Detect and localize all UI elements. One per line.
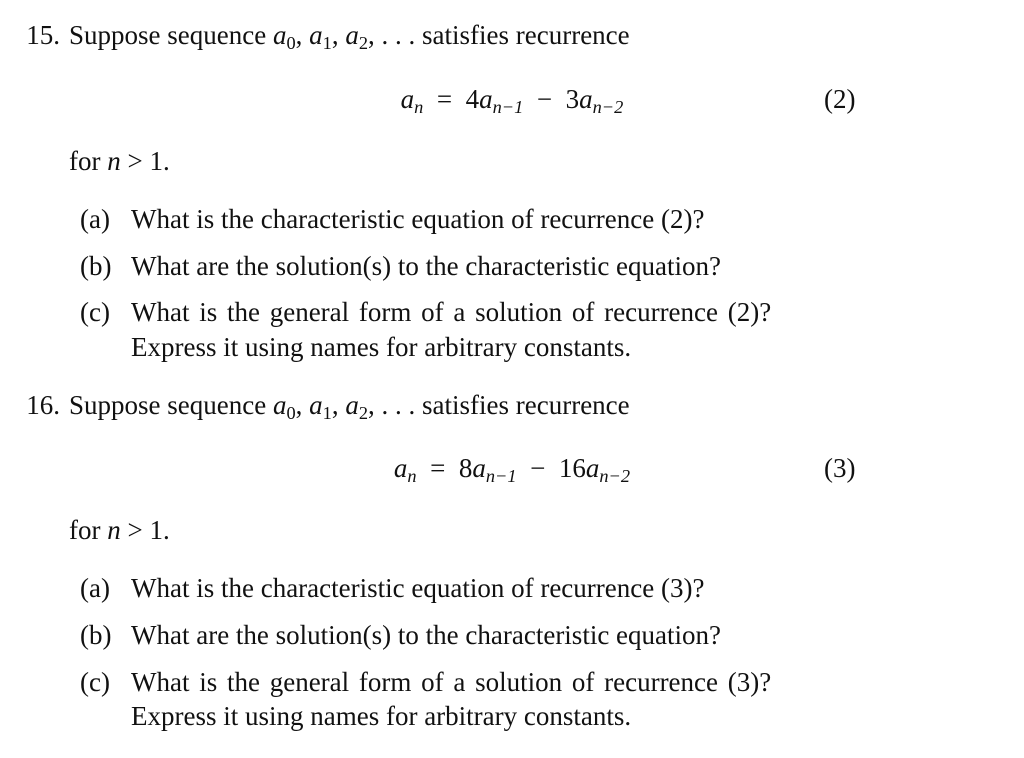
equation-tag: (2) bbox=[824, 84, 856, 114]
part-c-text-line2: Express it using names for arbitrary constants. bbox=[131, 701, 632, 731]
recurrence-condition: for n > 1. bbox=[69, 146, 170, 176]
sequence-expression: $a_0$, $a_1$, $a_2$, . . . bbox=[272, 20, 416, 54]
problem-intro: Suppose sequence $a_0$, $a_1$, $a_2$, . . . satisfies recurrence bbox=[69, 390, 630, 424]
part-a-label: (a) bbox=[80, 204, 110, 234]
part-b-text: What are the solution(s) to the characteristic equation? bbox=[131, 251, 722, 281]
part-c-text: What is the general form of a solution of recurrence (3)? bbox=[131, 667, 772, 697]
part-c-label: (c) bbox=[80, 667, 110, 697]
problem-number: 15. bbox=[26, 20, 60, 50]
part-b-label: (b) bbox=[80, 251, 112, 281]
problem-number: 16. bbox=[26, 390, 60, 420]
part-a-text: What is the characteristic equation of recurrence (3)? bbox=[131, 573, 705, 603]
recurrence-condition: for n > 1. bbox=[69, 515, 170, 545]
part-a-text: What is the characteristic equation of recurrence (2)? bbox=[131, 204, 705, 234]
recurrence-equation: $a_n = 8a_{n-1} - 16a_{n-2}$ bbox=[393, 453, 631, 487]
part-c-text-line2: Express it using names for arbitrary constants. bbox=[131, 332, 632, 362]
sequence-expression: $a_0$, $a_1$, $a_2$, . . . bbox=[272, 390, 416, 424]
recurrence-equation: $a_n = 4a_{n-1} - 3a_{n-2}$ bbox=[400, 84, 624, 118]
equation-tag: (3) bbox=[824, 453, 856, 483]
part-b-label: (b) bbox=[80, 620, 112, 650]
part-c-label: (c) bbox=[80, 297, 110, 327]
part-b-text: What are the solution(s) to the characteristic equation? bbox=[131, 620, 722, 650]
part-a-label: (a) bbox=[80, 573, 110, 603]
part-c-text: What is the general form of a solution of recurrence (2)? bbox=[131, 297, 772, 327]
problem-intro: Suppose sequence $a_0$, $a_1$, $a_2$, . . . satisfies recurrence bbox=[69, 20, 630, 54]
